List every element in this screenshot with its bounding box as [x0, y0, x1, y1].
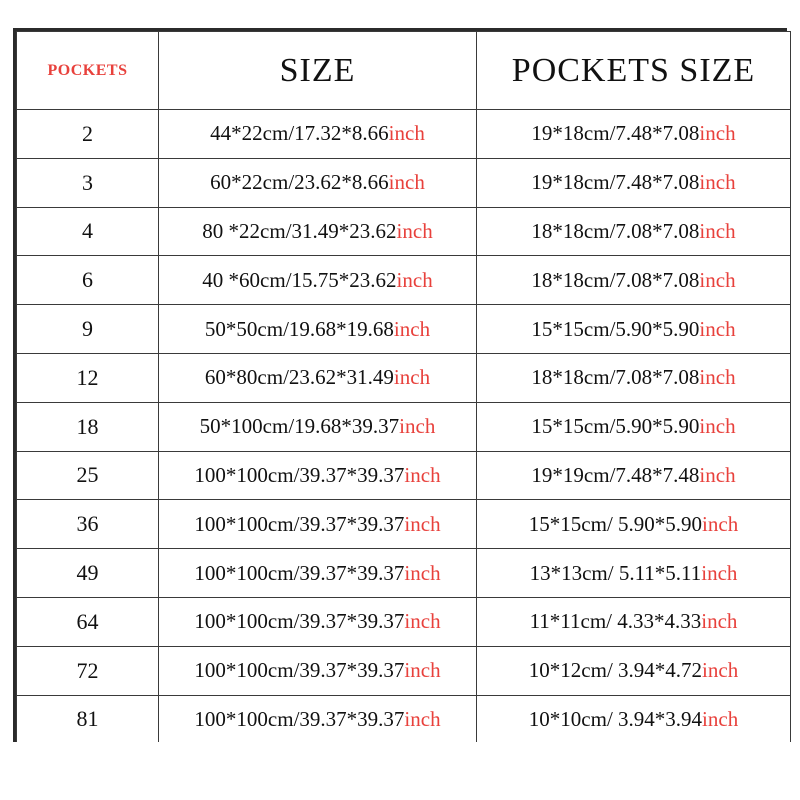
cell-pocket-size: [477, 597, 791, 646]
cell-pocket-size: [477, 402, 791, 451]
table-row: [17, 695, 791, 744]
cell-pocket-size: [477, 695, 791, 744]
header-row: [17, 32, 791, 110]
cell-pockets-count: 9: [17, 305, 159, 354]
pocket-unit-text: inch: [699, 316, 736, 341]
table-row: [17, 549, 791, 598]
pocket-metric-text: 13*13cm/ 5.11*5.11: [529, 560, 702, 585]
cell-size: [159, 500, 477, 549]
cell-pocket-size: [477, 305, 791, 354]
size-chart-table-container: [13, 28, 787, 742]
pocket-metric-text: 15*15cm/ 5.90*5.90: [528, 511, 703, 536]
table-row: [17, 305, 791, 354]
size-metric-text: 100*100cm/39.37*39.37: [194, 560, 405, 585]
pocket-metric-text: 19*19cm/7.48*7.48: [531, 462, 700, 487]
pocket-metric-text: 15*15cm/5.90*5.90: [531, 316, 700, 341]
size-metric-text: 100*100cm/39.37*39.37: [194, 462, 405, 487]
cell-size: [159, 646, 477, 695]
size-chart-table: [16, 31, 791, 744]
cell-pockets-count: 18: [17, 402, 159, 451]
column-header-size: SIZE: [159, 32, 477, 110]
cell-pocket-size: [477, 256, 791, 305]
pocket-metric-text: 18*18cm/7.08*7.08: [531, 267, 700, 292]
pocket-unit-text: inch: [699, 414, 736, 439]
cell-pockets-count: 12: [17, 353, 159, 402]
size-unit-text: inch: [404, 511, 441, 536]
cell-pockets-count: 64: [17, 597, 159, 646]
cell-size: [159, 402, 477, 451]
size-metric-text: 40 *60cm/15.75*23.62: [202, 267, 397, 292]
cell-pocket-size: [477, 158, 791, 207]
pocket-metric-text: 15*15cm/5.90*5.90: [531, 414, 700, 439]
cell-pockets-count: 25: [17, 451, 159, 500]
table-row: [17, 402, 791, 451]
cell-size: [159, 207, 477, 256]
size-unit-text: inch: [404, 609, 441, 634]
column-header-pockets-size: POCKETS SIZE: [477, 32, 791, 110]
cell-pockets-count: 72: [17, 646, 159, 695]
pocket-metric-text: 10*10cm/ 3.94*3.94: [528, 706, 703, 731]
size-unit-text: inch: [404, 560, 441, 585]
pocket-metric-text: 18*18cm/7.08*7.08: [531, 218, 700, 243]
table-row: [17, 451, 791, 500]
cell-pocket-size: [477, 451, 791, 500]
size-unit-text: inch: [393, 365, 431, 390]
size-metric-text: 60*80cm/23.62*31.49: [204, 365, 394, 390]
size-metric-text: 100*100cm/39.37*39.37: [194, 706, 405, 731]
pocket-unit-text: inch: [699, 462, 736, 487]
pocket-unit-text: inch: [702, 658, 739, 683]
table-row: [17, 353, 791, 402]
cell-pocket-size: [477, 549, 791, 598]
cell-pockets-count: 4: [17, 207, 159, 256]
cell-size: [159, 549, 477, 598]
pocket-metric-text: 11*11cm/ 4.33*4.33: [529, 609, 702, 634]
cell-pocket-size: [477, 500, 791, 549]
cell-size: [159, 158, 477, 207]
pocket-metric-text: 19*18cm/7.48*7.08: [531, 121, 700, 146]
cell-size: [159, 256, 477, 305]
size-metric-text: 80 *22cm/31.49*23.62: [202, 218, 397, 243]
cell-size: [159, 695, 477, 744]
cell-size: [159, 597, 477, 646]
size-metric-text: 50*50cm/19.68*19.68: [204, 316, 394, 341]
table-header: [17, 32, 791, 110]
size-metric-text: 100*100cm/39.37*39.37: [194, 658, 405, 683]
table-row: [17, 597, 791, 646]
cell-pockets-count: 81: [17, 695, 159, 744]
cell-size: [159, 353, 477, 402]
table-row: [17, 207, 791, 256]
table-row: [17, 256, 791, 305]
pocket-unit-text: inch: [702, 706, 739, 731]
column-header-pockets: POCKETS: [17, 32, 159, 110]
cell-size: [159, 305, 477, 354]
pocket-unit-text: inch: [702, 511, 739, 536]
bottom-blank-strip: [0, 742, 800, 800]
size-unit-text: inch: [388, 170, 425, 195]
pocket-metric-text: 18*18cm/7.08*7.08: [531, 365, 700, 390]
pocket-unit-text: inch: [699, 365, 736, 390]
size-unit-text: inch: [404, 462, 441, 487]
cell-pocket-size: [477, 110, 791, 159]
size-unit-text: inch: [404, 658, 441, 683]
cell-pocket-size: [477, 646, 791, 695]
pocket-metric-text: 10*12cm/ 3.94*4.72: [528, 658, 703, 683]
size-unit-text: inch: [393, 316, 431, 341]
pocket-unit-text: inch: [699, 170, 736, 195]
size-metric-text: 100*100cm/39.37*39.37: [194, 511, 405, 536]
pocket-unit-text: inch: [701, 609, 738, 634]
size-unit-text: inch: [396, 218, 433, 243]
cell-pockets-count: 2: [17, 110, 159, 159]
size-metric-text: 44*22cm/17.32*8.66: [210, 121, 389, 146]
table-row: [17, 646, 791, 695]
pocket-unit-text: inch: [699, 121, 736, 146]
cell-pockets-count: 6: [17, 256, 159, 305]
cell-size: [159, 451, 477, 500]
cell-pocket-size: [477, 207, 791, 256]
pocket-metric-text: 19*18cm/7.48*7.08: [531, 170, 700, 195]
cell-pockets-count: 49: [17, 549, 159, 598]
size-unit-text: inch: [388, 121, 425, 146]
size-metric-text: 100*100cm/39.37*39.37: [194, 609, 405, 634]
size-metric-text: 50*100cm/19.68*39.37: [199, 414, 400, 439]
cell-size: [159, 110, 477, 159]
pocket-unit-text: inch: [699, 267, 736, 292]
table-row: [17, 158, 791, 207]
pocket-unit-text: inch: [699, 218, 736, 243]
table-body: [17, 110, 791, 744]
size-unit-text: inch: [404, 706, 441, 731]
cell-pockets-count: 3: [17, 158, 159, 207]
table-row: [17, 500, 791, 549]
pocket-unit-text: inch: [701, 560, 738, 585]
size-metric-text: 60*22cm/23.62*8.66: [210, 170, 389, 195]
cell-pocket-size: [477, 353, 791, 402]
cell-pockets-count: 36: [17, 500, 159, 549]
size-unit-text: inch: [396, 267, 433, 292]
table-row: [17, 110, 791, 159]
size-unit-text: inch: [399, 414, 436, 439]
